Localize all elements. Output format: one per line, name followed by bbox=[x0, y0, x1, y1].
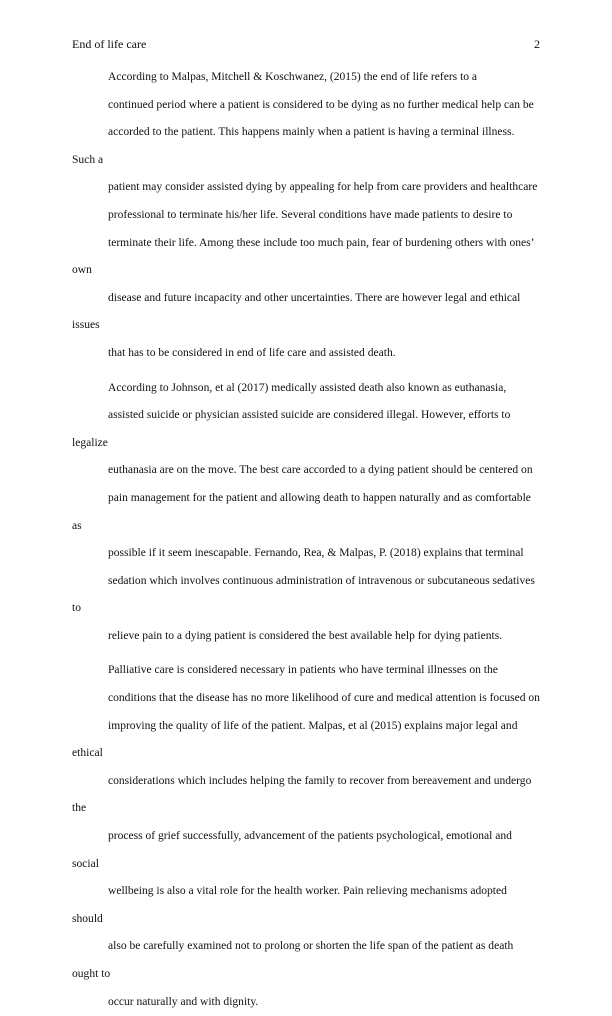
text-line: pain management for the patient and allowing death to happen naturally and as comfortable as bbox=[72, 491, 531, 532]
text-line: euthanasia are on the move. The best care accorded to a dying patient should be centered on bbox=[108, 464, 533, 477]
text-line: also be carefully examined not to prolong or shorten the life span of the patient as death ought to bbox=[72, 940, 514, 980]
paragraph-assisted-death bbox=[72, 375, 540, 651]
text-line: assisted suicide or physician assisted suicide are considered illegal. However, efforts to legalize bbox=[72, 409, 511, 449]
text-line: Palliative care is considered necessary in patients who have terminal illnesses on the bbox=[108, 664, 498, 677]
text-line: possible if it seem inescapable. Fernando, Rea, & Malpas, P. (2018) explains that terminal bbox=[108, 547, 524, 560]
paragraph-palliative-care bbox=[72, 657, 540, 1016]
text-line: occur naturally and with dignity. bbox=[108, 995, 259, 1008]
text-line: wellbeing is also a vital role for the health worker. Pain relieving mechanisms adopted should bbox=[72, 885, 507, 925]
page-header bbox=[72, 36, 540, 52]
text-line: sedation which involves continuous administration of intravenous or subcutaneous sedatives to bbox=[72, 574, 535, 615]
text-line: accorded to the patient. This happens mainly when a patient is having a terminal illness. Such a bbox=[72, 126, 515, 166]
text-line: process of grief successfully, advancement of the patients psychological, emotional and social bbox=[72, 830, 512, 870]
text-line: According to Malpas, Mitchell & Koschwanez, (2015) the end of life refers to a bbox=[108, 71, 478, 83]
page-number: 2 bbox=[534, 37, 540, 51]
text-line: that has to be considered in end of life care and assisted death. bbox=[108, 346, 396, 359]
running-head: End of life care bbox=[72, 37, 147, 51]
text-line: continued period where a patient is considered to be dying as no further medical help can be bbox=[108, 98, 534, 111]
text-line: improving the quality of life of the patient. Malpas, et al (2015) explains major legal and ethical bbox=[72, 719, 518, 760]
text-line: considerations which includes helping the family to recover from bereavement and undergo the bbox=[72, 774, 532, 815]
text-line: disease and future incapacity and other uncertainties. There are however legal and ethical issues bbox=[72, 291, 521, 332]
text-line: patient may consider assisted dying by appealing for help from care providers and healthcare bbox=[108, 181, 538, 194]
paragraph-end-of-life-definition bbox=[72, 64, 540, 368]
document-body bbox=[72, 64, 540, 1016]
text-line: According to Johnson, et al (2017) medically assisted death also known as euthanasia, bbox=[108, 381, 507, 394]
text-line: relieve pain to a dying patient is considered the best available help for dying patients. bbox=[108, 629, 503, 642]
text-line: professional to terminate his/her life. Several conditions have made patients to desire to bbox=[108, 208, 513, 221]
text-line: terminate their life. Among these include too much pain, fear of burdening others with ones’ own bbox=[72, 236, 534, 277]
text-line: conditions that the disease has no more likelihood of cure and medical attention is focused on bbox=[108, 692, 540, 705]
